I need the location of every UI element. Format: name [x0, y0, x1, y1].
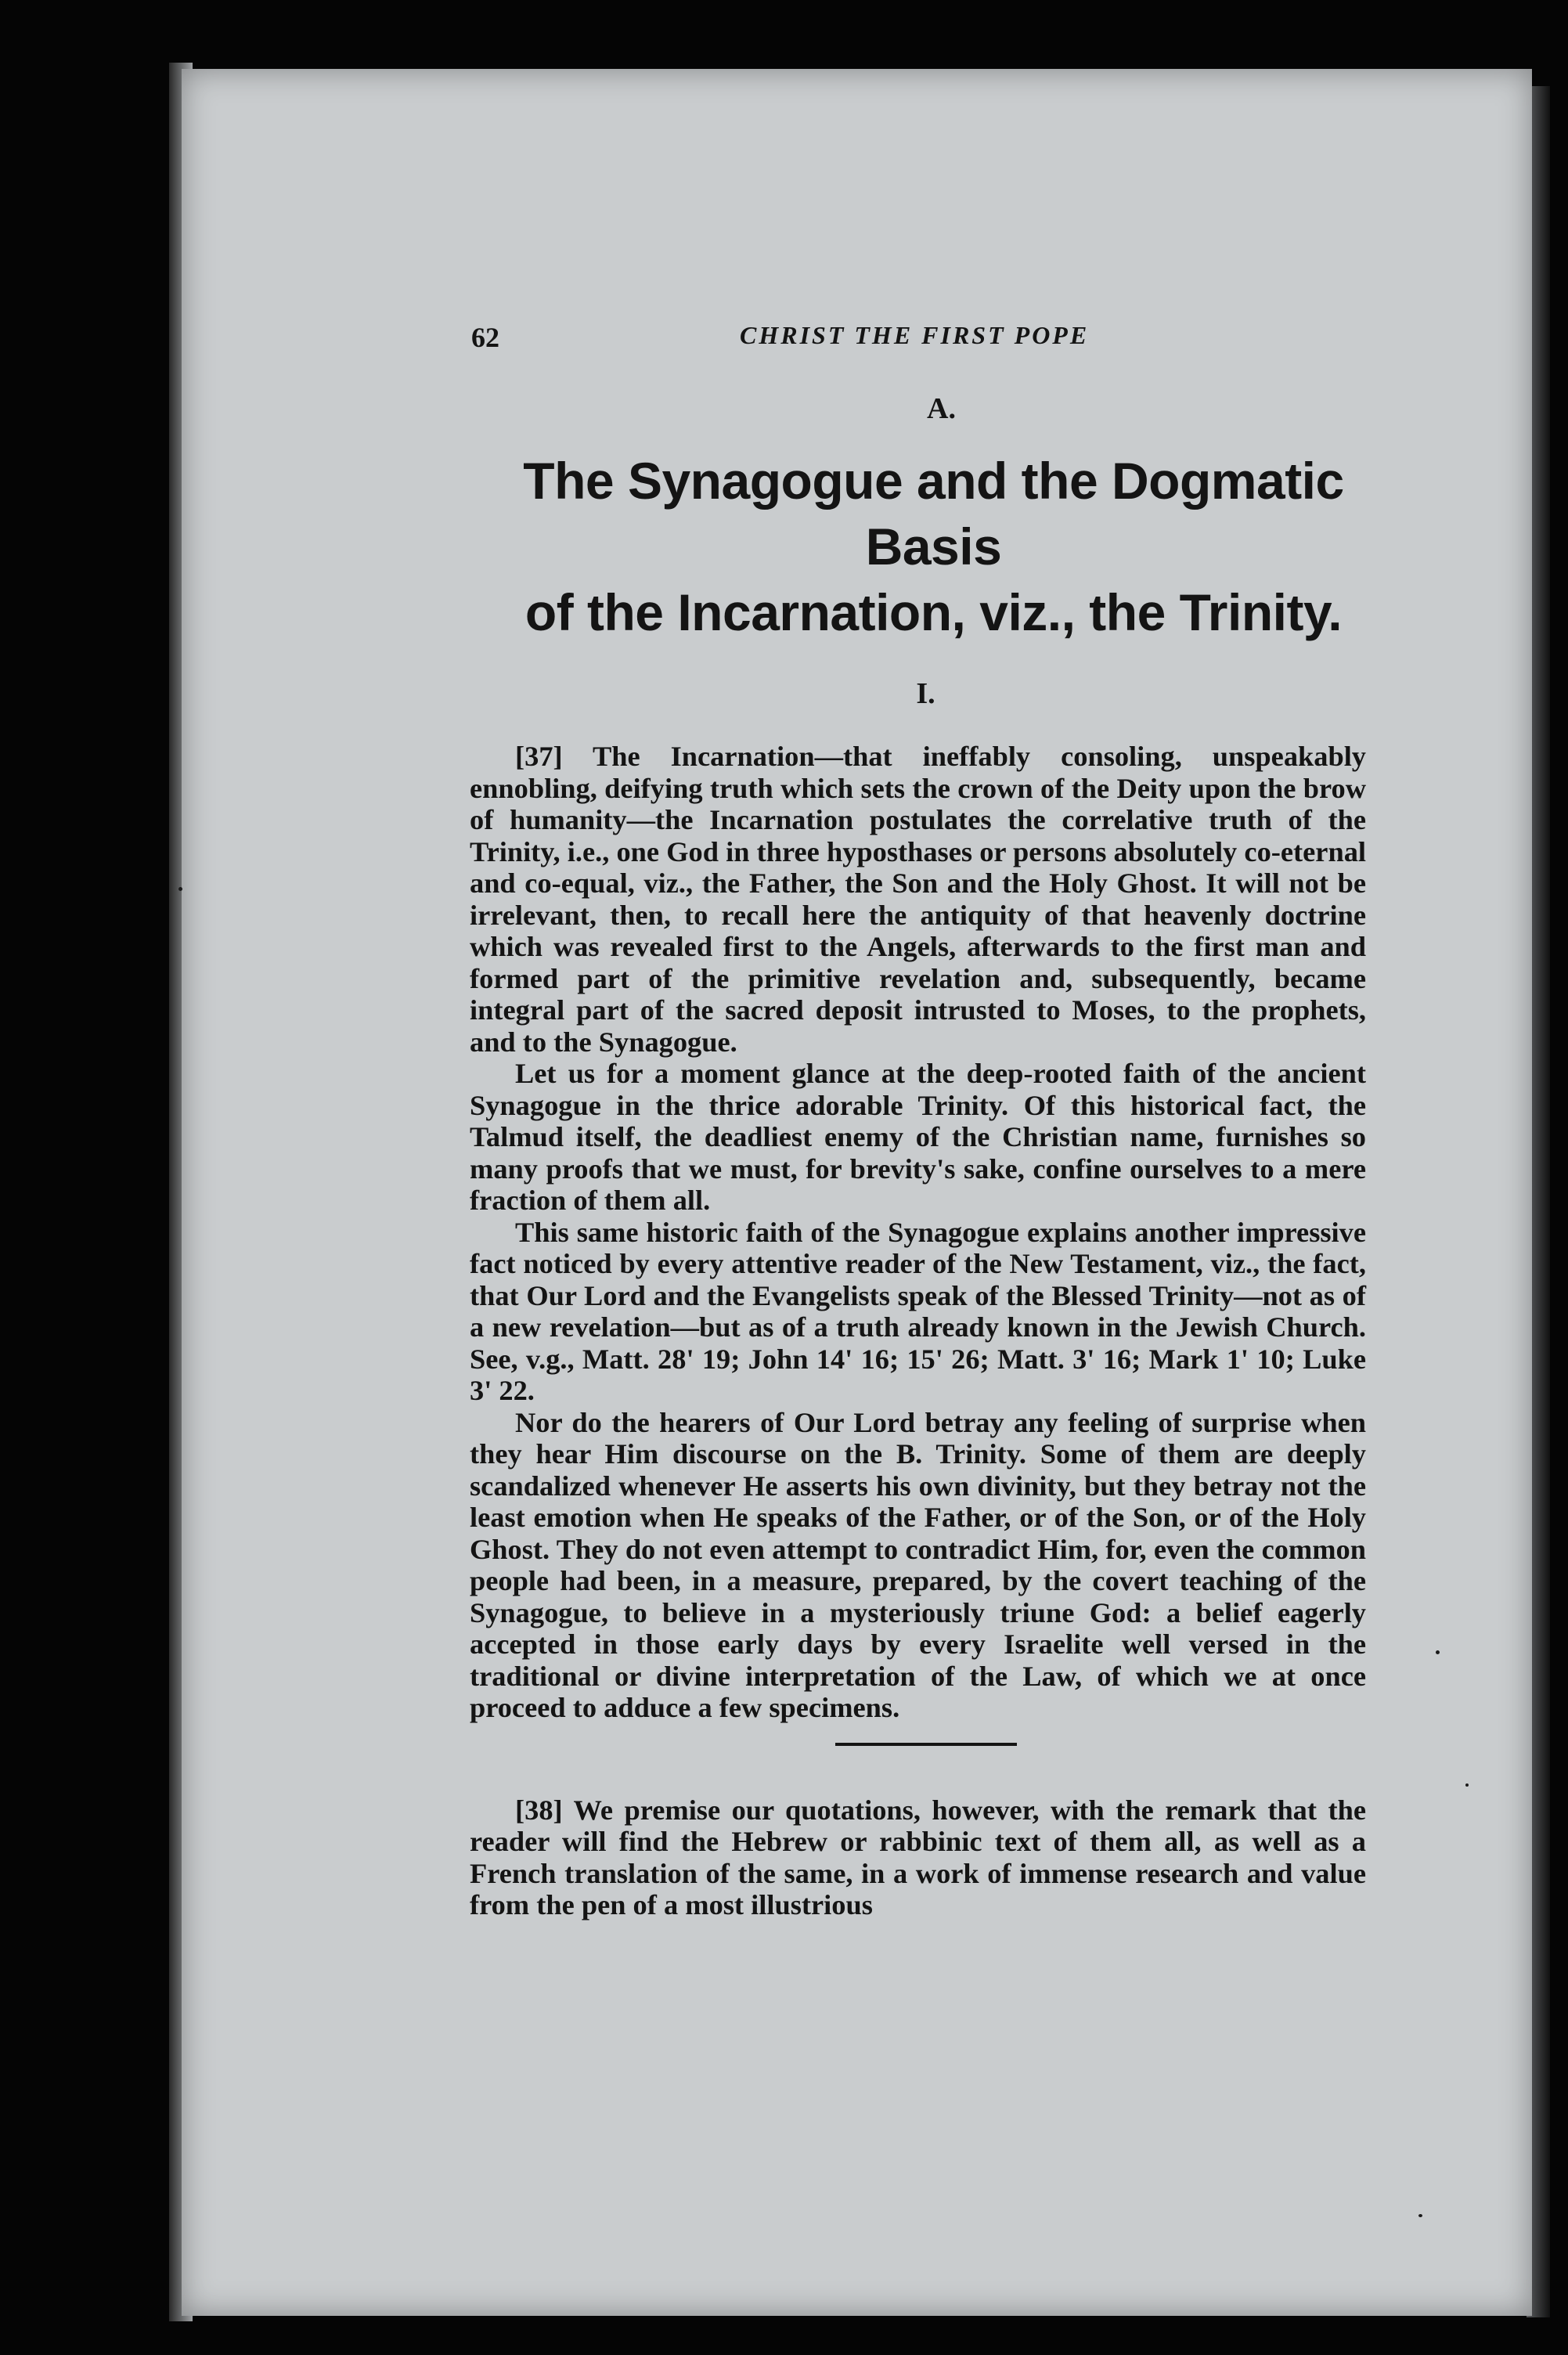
- paragraph-historic-faith: This same historic faith of the Synagogue explains another impressive fact noticed by every attentive reader of the New Testament, viz., the fact, that Our Lord and the Evangelists speak of the Blessed Trinity—not as of a new revelation—but as of a truth already known in the Jewish Church. See, v.g., Matt. 28' 19; John 14' 16; 15' 26; Matt. 3' 16; Mark 1' 10; Luke 3' 22.: [470, 1216, 1366, 1406]
- paragraph-37: [37] The Incarnation—that ineffably consoling, unspeakably ennobling, deifying truth which sets the crown of the Deity upon the brow of humanity—the Incarnation postulates the correlative truth of the Trinity, i.e., one God in three hyposthases or persons absolutely co-eternal and co-equal, viz., the Father, the Son and the Holy Ghost. It will not be irrelevant, then, to recall here the antiquity of that heavenly doctrine which was revealed first to the Angels, afterwards to the first man and formed part of the primitive revelation and, subsequently, became integral part of the sacred deposit intrusted to Moses, to the prophets, and to the Synagogue.: [470, 741, 1366, 1058]
- page-content: [470, 321, 1366, 1921]
- chapter-title-line-2: of the Incarnation, viz., the Trinity.: [524, 583, 1343, 641]
- scan-speck: [1418, 2214, 1422, 2217]
- section-divider: [835, 1743, 1017, 1746]
- paragraph-hearers: Nor do the hearers of Our Lord betray any feeling of surprise when they hear Him discourse on the B. Trinity. Some of them are deeply scandalized whenever He asserts his own divinity, but they betray not the least emotion when He speaks of the Father, or of the Son, or of the Holy Ghost. They do not even attempt to contradict Him, for, even the common people had been, in a measure, prepared, by the covert teaching of the Synagogue, to believe in a mysteriously triune God: a belief eagerly accepted in those early days by every Israelite well versed in the traditional or divine interpretation of the Law, of which we at once proceed to adduce a few specimens.: [470, 1406, 1366, 1723]
- scan-speck: [1436, 1650, 1440, 1654]
- paragraph-synagogue-faith: Let us for a moment glance at the deep-rooted faith of the ancient Synagogue in the thrice adorable Trinity. Of this historical fact, the Talmud itself, the deadliest enemy of the Christian name, furnishes so many proofs that we must, for brevity's sake, confine ourselves to a mere fraction of them all.: [470, 1058, 1366, 1216]
- scan-speck: [1465, 1783, 1469, 1787]
- chapter-title: [501, 448, 1366, 645]
- section-letter: A.: [927, 392, 956, 425]
- paragraph-38: [38] We premise our quotations, however, with the remark that the reader will find the Hebrew or rabbinic text of them all, as well as a French translation of the same, in a work of immense research and value from the pen of a most illustrious: [470, 1794, 1366, 1920]
- running-head: [470, 321, 1366, 368]
- running-title: CHRIST THE FIRST POPE: [740, 321, 1090, 349]
- page-number: 62: [471, 322, 499, 353]
- section-number: I.: [916, 677, 935, 710]
- chapter-title-line-1: The Synagogue and the Dogmatic Basis: [523, 452, 1344, 575]
- scan-speck: [178, 887, 182, 891]
